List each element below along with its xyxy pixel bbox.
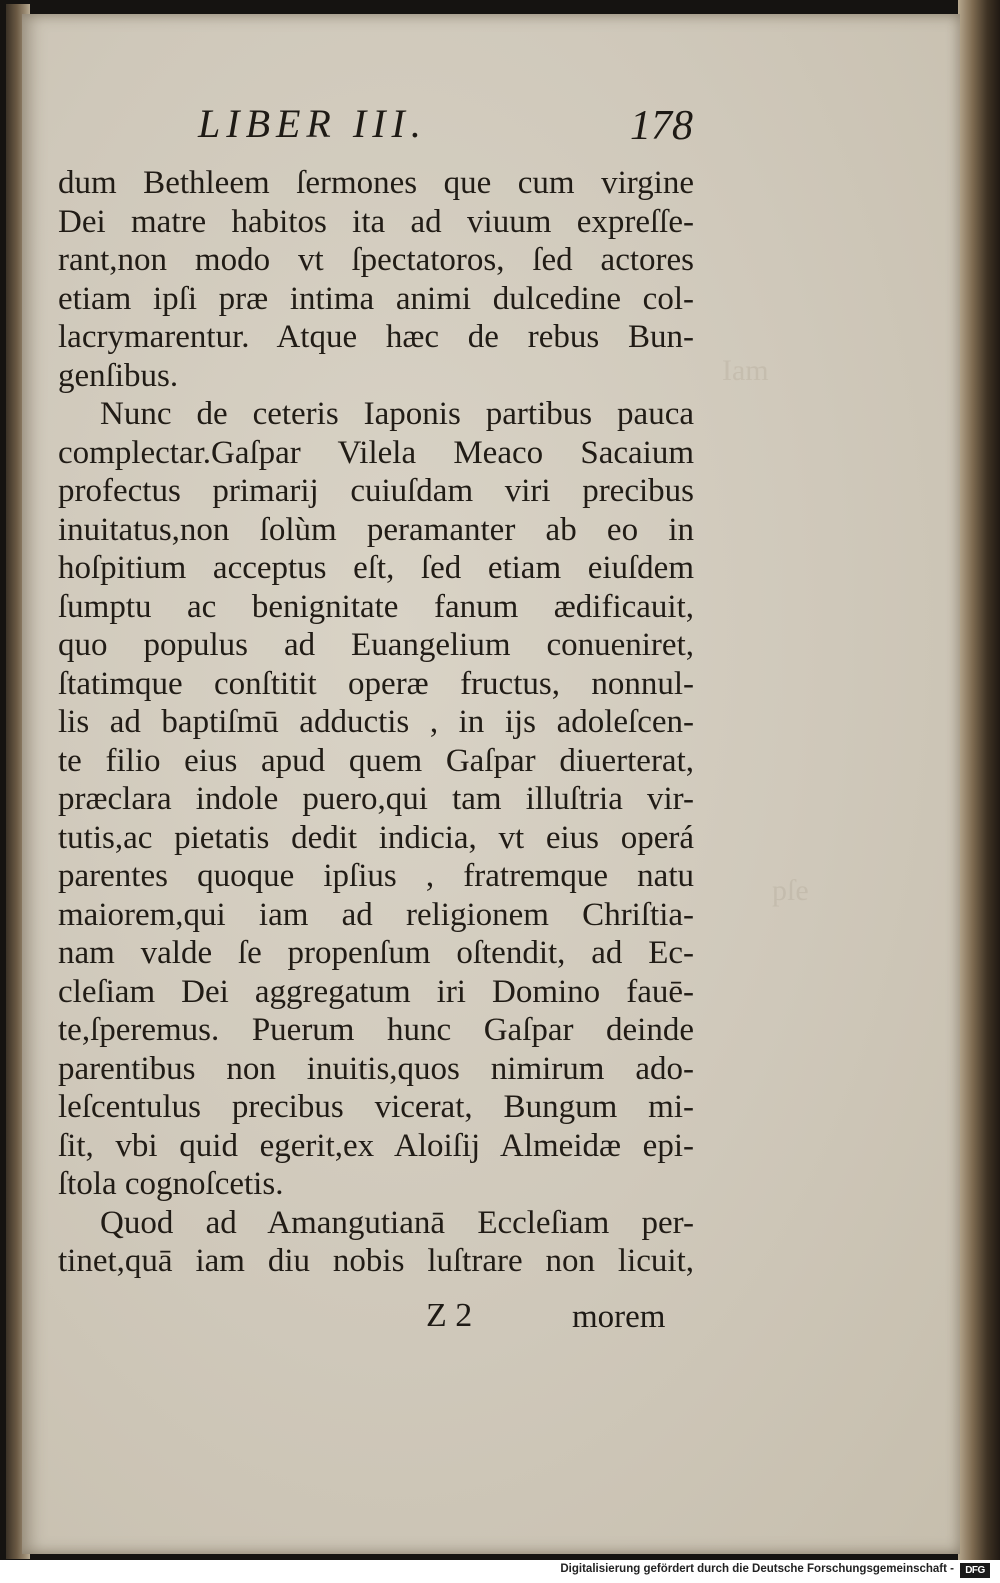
text-line: nam valde ſe propenſum oſtendit, ad Ec- — [58, 935, 694, 971]
text-line: dum Bethleem ſermones que cum virgine — [58, 165, 694, 201]
text-line: leſcentulus precibus vicerat, Bungum mi- — [58, 1089, 694, 1125]
signature-mark: Z 2 — [426, 1297, 473, 1334]
text-line: ſtatimque conſtitit operæ fructus, nonnul- — [58, 665, 694, 702]
text-line: complectar.Gaſpar Vilela Meaco Sacaium — [58, 434, 694, 471]
catchword: morem — [572, 1299, 666, 1335]
text-line: hoſpitium acceptus eſt, ſed etiam eiuſdem — [58, 550, 694, 586]
text-line: genſibus. — [58, 357, 179, 394]
text-line: Dei matre habitos ita ad viuum expreſſe- — [58, 203, 694, 240]
text-line: ſumptu ac benignitate fanum ædificauit, — [58, 588, 694, 625]
text-line: profectus primarij cuiuſdam viri precibus — [58, 473, 694, 509]
dfg-logo: DFG — [960, 1563, 990, 1578]
text-line: lacrymarentur. Atque hæc de rebus Bun- — [58, 319, 694, 355]
page-number: 178 — [630, 103, 693, 149]
text-line: rant,non modo vt ſpectatoros, ſed actores — [58, 242, 694, 278]
book-fore-edge — [958, 0, 1000, 1560]
text-line: etiam ipſi præ intima animi dulcedine col- — [58, 280, 694, 317]
text-line: tutis,ac pietatis dedit indicia, vt eius operá — [58, 819, 694, 856]
text-line: te filio eius apud quem Gaſpar diuerterat, — [58, 742, 694, 779]
text-line: quo populus ad Euangelium conueniret, — [58, 627, 694, 663]
show-through-text: Iam — [722, 354, 769, 387]
book-page — [22, 14, 960, 1554]
text-line: lis ad baptiſmū adductis , in ijs adoleſcen- — [58, 704, 694, 740]
text-line: ſtola cognoſcetis. — [58, 1166, 284, 1202]
text-line: tinet,quā iam diu nobis luſtrare non licuit, — [58, 1243, 694, 1279]
running-title: LIBER III. — [198, 101, 427, 146]
text-line: cleſiam Dei aggregatum iri Domino fauē- — [58, 973, 694, 1010]
paragraph-first-line: Nunc de ceteris Iaponis partibus pauca — [100, 396, 694, 432]
credit-bar — [0, 1560, 1000, 1583]
text-line: maiorem,qui iam ad religionem Chriſtia- — [58, 896, 694, 933]
text-line: parentes quoque ipſius , fratremque natu — [58, 858, 694, 894]
body-text — [58, 164, 708, 1281]
show-through-text: pſe — [772, 874, 809, 907]
text-line: ſit, vbi quid egerit,ex Aloiſij Almeidæ epi- — [58, 1127, 694, 1164]
text-line: inuitatus,non ſolùm peramanter ab eo in — [58, 511, 694, 548]
paragraph-first-line: Quod ad Amangutianā Eccleſiam per- — [100, 1204, 694, 1241]
text-line: parentibus non inuitis,quos nimirum ado- — [58, 1050, 694, 1087]
text-line: te,ſperemus. Puerum hunc Gaſpar deinde — [58, 1012, 694, 1048]
text-line: præclara indole puero,qui tam illuſtria vir- — [58, 781, 694, 817]
funding-credit: Digitalisierung gefördert durch die Deutsche Forschungsgemeinschaft - — [560, 1563, 954, 1575]
